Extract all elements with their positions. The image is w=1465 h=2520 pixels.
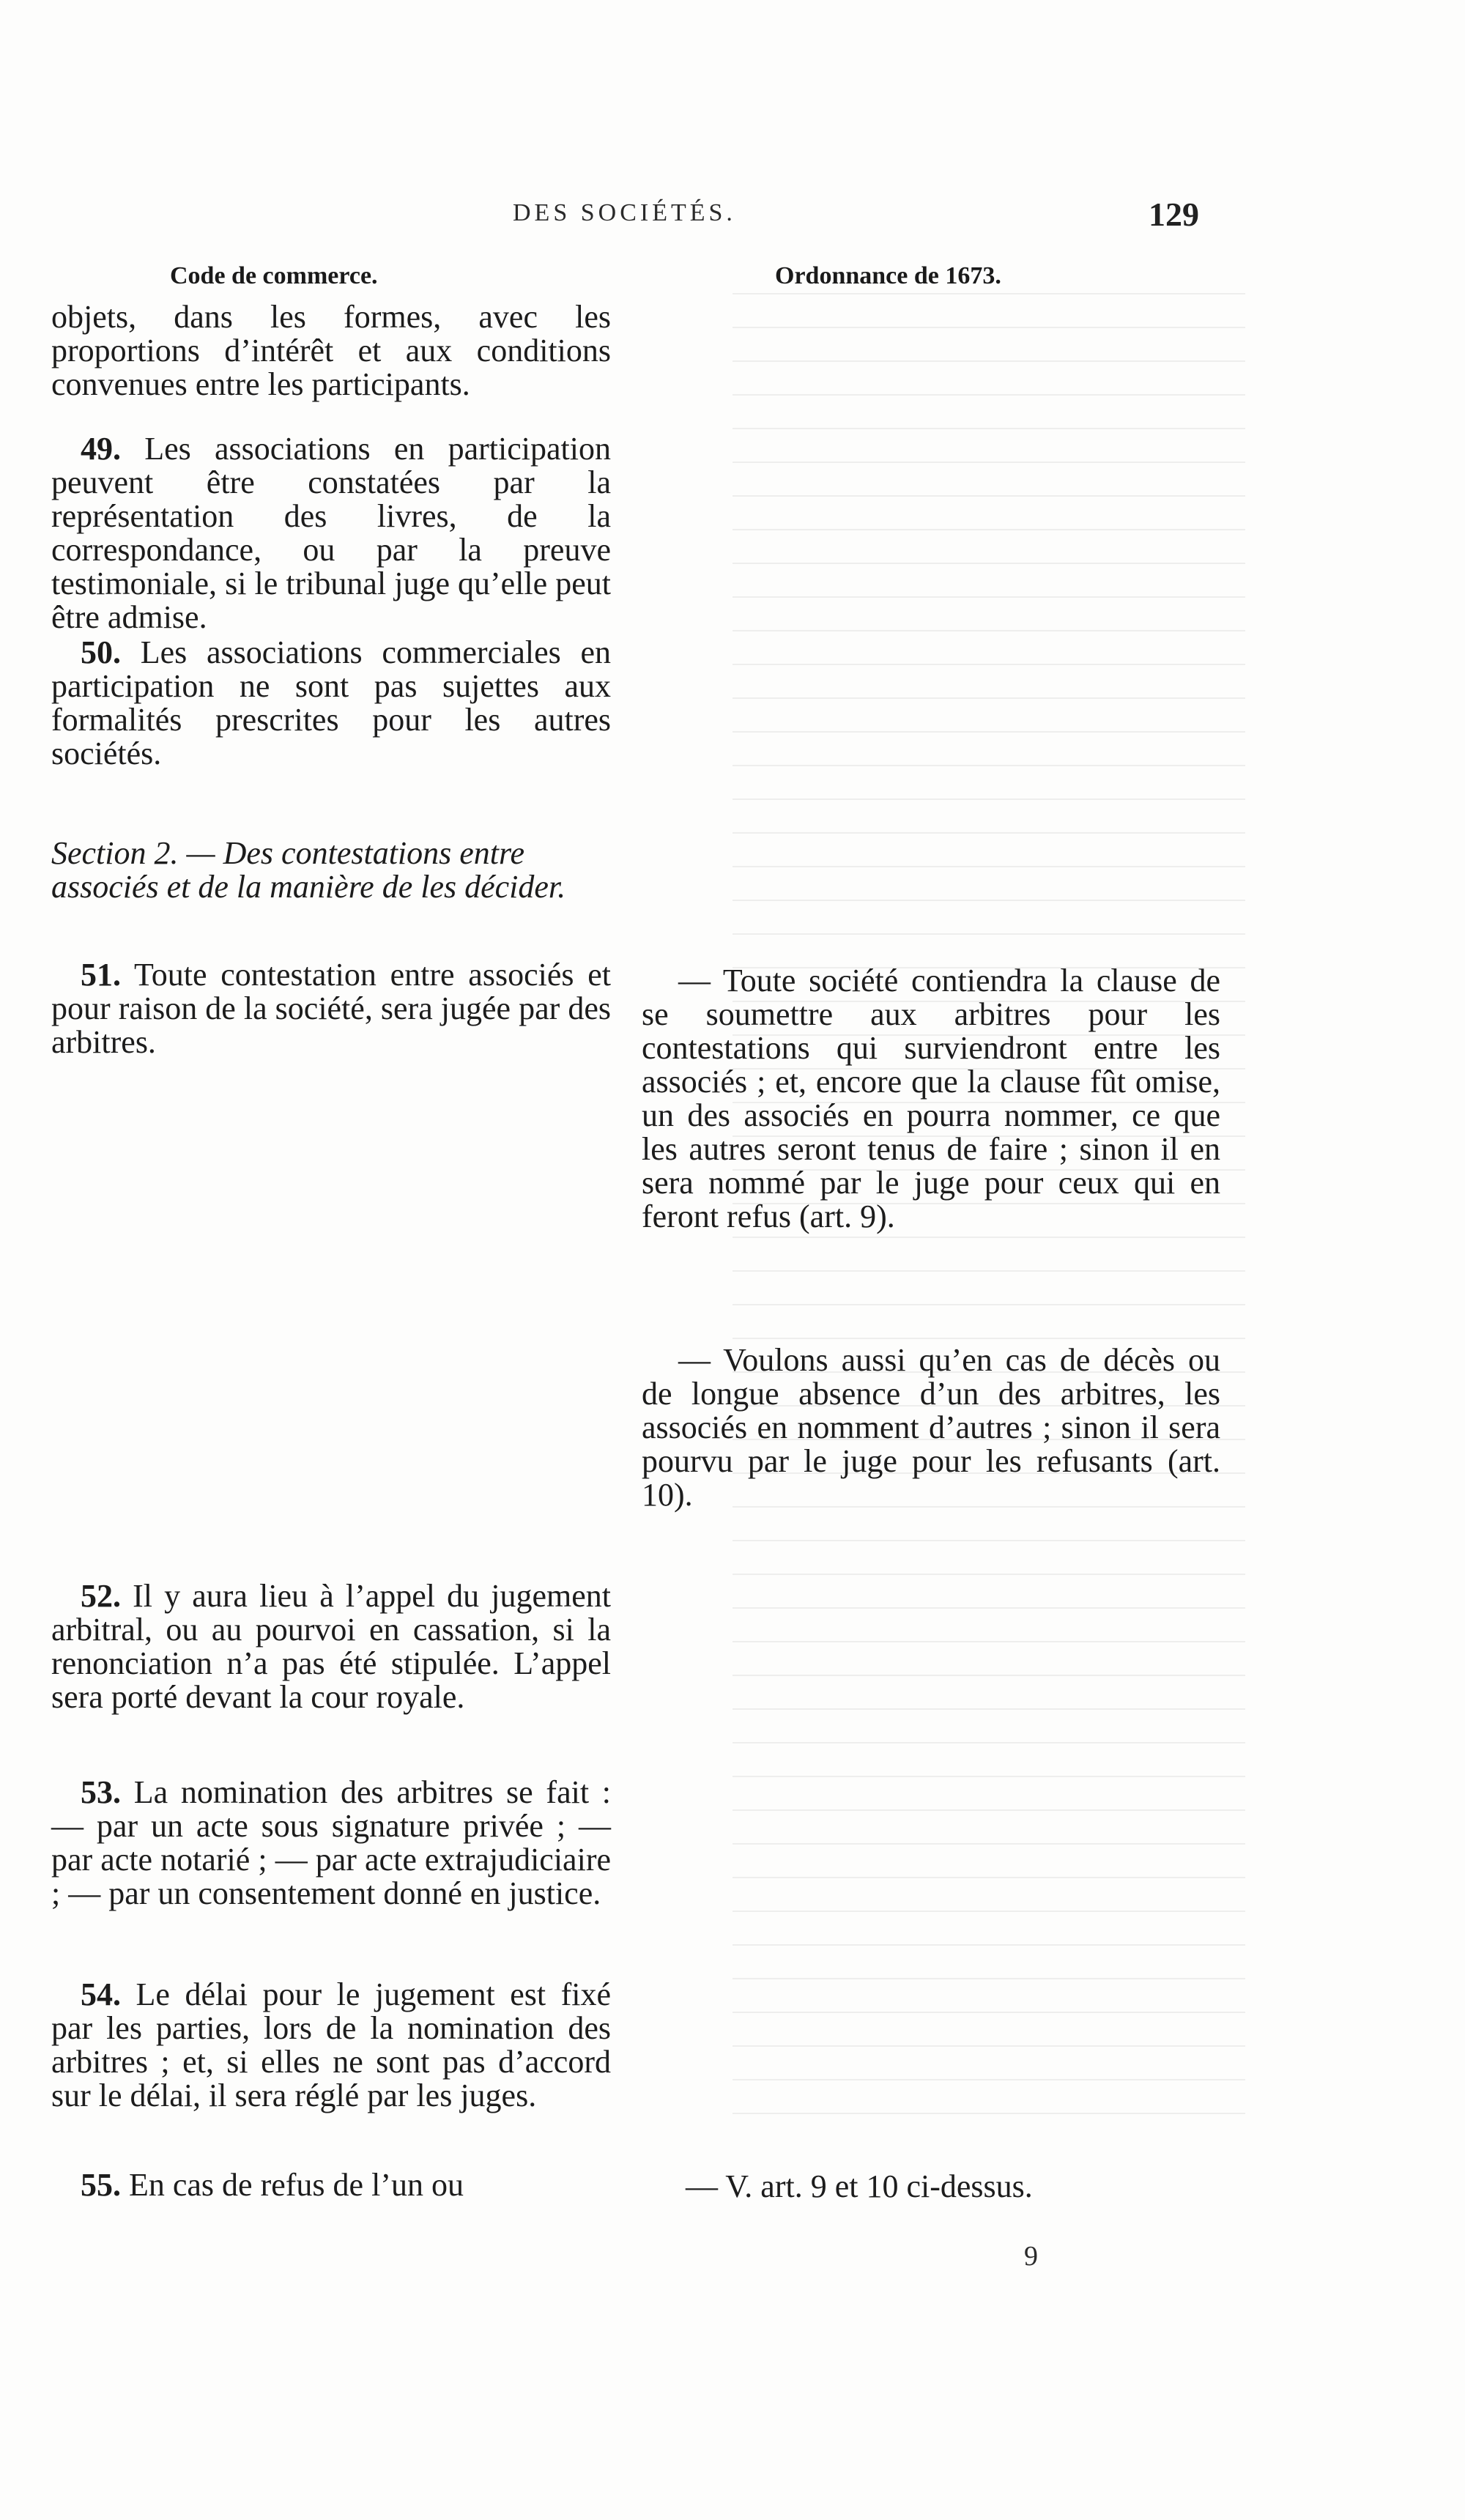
ordonnance-paragraph-1: — Toute société contiendra la clause de se soumettre aux arbitres pour les contestations qui surviendront entre les associés ; et, encore que la clause fût omise, un des associés en pourra nommer, ce que les autres seront tenus de faire ; sinon il en sera nommé par le juge pour ceux qui en feront refus (art. 9). [642,963,1220,1234]
article-text: Toute contestation entre associés et pour raison de la société, sera jugée par des arbitres. [51,957,611,1060]
ordonnance-paragraph-2: — Voulons aussi qu’en cas de décès ou de longue absence d’un des arbitres, les associés en nomment d’autres ; sinon il sera pourvu par le juge pour les refusants (art. 10). [642,1342,1220,1513]
article-number: 50. [81,634,121,670]
article-51 [51,958,611,1059]
section-title: Section 2. — Des contestations entre associés et de la manière de les décider. [51,835,566,905]
article-55 [51,2168,611,2202]
article-number: 54. [81,1976,121,2012]
article-53 [51,1776,611,1911]
article-text: Les associations en participation peuvent être constatées par la représentation des livres, de la correspondance, ou par la preuve testimoniale, si le tribunal juge qu’elle peut être admise. [51,431,611,635]
running-title: DES SOCIÉTÉS. [513,199,736,226]
article-54 [51,1978,611,2113]
right-column-title: Ordonnance de 1673. [775,262,1001,289]
article-number: 53. [81,1774,121,1810]
article-number: 52. [81,1578,121,1614]
article-text: La nomination des arbitres se fait : — par un acte sous signature privée ; — par acte notarié ; — par acte extrajudiciaire ; — par un consentement donné en justice. [51,1774,612,1911]
signature-mark: 9 [1024,2241,1038,2272]
article-text: En cas de refus de l’un ou [129,2167,464,2203]
ordonnance-paragraph-3: — V. art. 9 et 10 ci-dessus. [686,2168,1033,2204]
article-52 [51,1579,611,1714]
article-49 [51,432,611,634]
article-number: 49. [81,431,121,467]
article-text: Les associations commerciales en participation ne sont pas sujettes aux formalités prescrites pour les autres sociétés. [51,634,611,771]
article-number: 55. [81,2167,121,2203]
page-number: 129 [1149,196,1199,233]
article-text: Il y aura lieu à l’appel du jugement arbitral, ou au pourvoi en cassation, si la renonciation n’a pas été stipulée. L’appel sera porté devant la cour royale. [51,1578,611,1715]
left-continued-paragraph: objets, dans les formes, avec les proportions d’intérêt et aux conditions convenues entre les participants. [51,299,611,402]
article-text: Le délai pour le jugement est fixé par les parties, lors de la nomination des arbitres ; et, si elles ne sont pas d’accord sur le délai, il sera réglé par les juges. [51,1976,612,2113]
article-number: 51. [81,957,121,993]
left-column-title: Code de commerce. [170,262,378,289]
article-50 [51,636,611,771]
